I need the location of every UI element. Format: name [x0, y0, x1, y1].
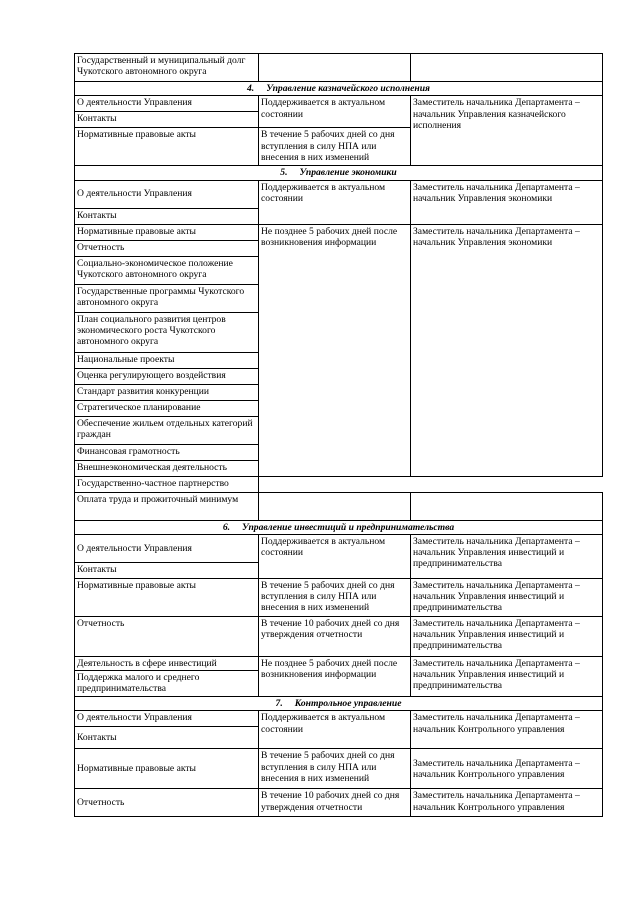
section-name-cell: Нормативные правовые акты — [75, 128, 259, 166]
section-header — [75, 697, 603, 711]
section-header — [75, 520, 603, 534]
section-name-cell: План социального развития центров экономического роста Чукотского автономного округа — [75, 312, 259, 352]
section-name-cell: Нормативные правовые акты — [75, 578, 259, 616]
section-name-cell: Контакты — [75, 562, 259, 578]
table-row — [75, 180, 603, 208]
section-name-cell: О деятельности Управления — [75, 96, 259, 112]
section-name-cell: Отчетность — [75, 240, 259, 256]
section-name-cell: Отчетность — [75, 616, 259, 656]
responsible-cell: Заместитель начальника Департамента – начальник Контрольного управления — [411, 789, 603, 817]
table-row — [75, 711, 603, 727]
responsible-cell: Заместитель начальника Департамента – начальник Управления экономики — [411, 180, 603, 224]
section-number: 7. — [275, 698, 283, 710]
table-row — [75, 224, 603, 240]
section-title: Контрольное управление — [294, 698, 402, 710]
section-number: 6. — [222, 521, 231, 533]
section-name-cell: Поддержка малого и среднего предпринимательства — [75, 671, 259, 697]
responsible-cell: Заместитель начальника Департамента – начальник Управления инвестиций и предпринимательства — [411, 534, 603, 578]
publication-schedule-table — [74, 53, 603, 817]
table-row — [75, 476, 603, 492]
table-row — [75, 54, 603, 82]
table-row — [75, 578, 603, 616]
document-page — [74, 53, 602, 817]
responsible-cell — [411, 492, 603, 520]
update-period-cell — [259, 492, 411, 520]
section-name-cell: Отчетность — [75, 789, 259, 817]
section-name-cell: Государственные программы Чукотского автономного округа — [75, 284, 259, 312]
responsible-cell: Заместитель начальника Департамента – начальник Управления инвестиций и предпринимательства — [411, 578, 603, 616]
responsible-cell: Заместитель начальника Департамента – начальник Управления казначейского исполнения — [411, 96, 603, 166]
table-row — [75, 492, 603, 520]
section-header — [75, 166, 603, 180]
section-number: 4. — [246, 83, 255, 94]
update-period-cell: В течение 5 рабочих дней со дня вступления в силу НПА или внесения в них изменений — [259, 128, 411, 166]
section-number: 5. — [280, 167, 288, 179]
update-period-cell: В течение 10 рабочих дней со дня утверждения отчетности — [259, 789, 411, 817]
responsible-cell: Заместитель начальника Департамента – начальник Управления инвестиций и предпринимательства — [411, 616, 603, 656]
update-period-cell: Поддерживается в актуальном состоянии — [259, 534, 411, 578]
table-row — [75, 616, 603, 656]
section-name-cell: О деятельности Управления — [75, 180, 259, 208]
section-name-cell: Национальные проекты — [75, 352, 259, 368]
update-period-cell: Поддерживается в актуальном состоянии — [259, 180, 411, 224]
table-row — [75, 96, 603, 112]
section-name-cell: Нормативные правовые акты — [75, 749, 259, 789]
update-period-cell: Не позднее 5 рабочих дней после возникновения информации — [259, 224, 411, 476]
table-row — [75, 789, 603, 817]
section-name-cell: Внешнеэкономическая деятельность — [75, 460, 259, 476]
section-title: Управление казначейского исполнения — [266, 83, 430, 94]
section-name-cell: О деятельности Управления — [75, 711, 259, 727]
section-header-row — [75, 82, 603, 96]
section-name-cell: Контакты — [75, 208, 259, 224]
responsible-cell: Заместитель начальника Департамента – начальник Управления экономики — [411, 224, 603, 476]
section-name-cell: Стратегическое планирование — [75, 400, 259, 416]
section-header-row — [75, 697, 603, 711]
update-period-cell: В течение 5 рабочих дней со дня вступления в силу НПА или внесения в них изменений — [259, 749, 411, 789]
section-name-cell: Обеспечение жильем отдельных категорий граждан — [75, 416, 259, 444]
responsible-cell: Заместитель начальника Департамента – начальник Контрольного управления — [411, 749, 603, 789]
responsible-cell: Заместитель начальника Департамента – начальник Управления инвестиций и предпринимательства — [411, 656, 603, 696]
update-period-cell: В течение 10 рабочих дней со дня утверждения отчетности — [259, 616, 411, 656]
section-name-cell: Государственный и муниципальный долг Чукотского автономного округа — [75, 54, 259, 82]
table-row — [75, 656, 603, 670]
section-name-cell: Социально-экономическое положение Чукотского автономного округа — [75, 256, 259, 284]
section-title: Управление экономики — [299, 167, 397, 179]
section-name-cell: Оценка регулирующего воздействия — [75, 368, 259, 384]
table-row — [75, 749, 603, 789]
section-name-cell: Нормативные правовые акты — [75, 224, 259, 240]
section-header — [75, 82, 603, 96]
section-name-cell: Финансовая грамотность — [75, 444, 259, 460]
update-period-cell: Поддерживается в актуальном состоянии — [259, 711, 411, 749]
update-period-cell: В течение 5 рабочих дней со дня вступления в силу НПА или внесения в них изменений — [259, 578, 411, 616]
table-row — [75, 534, 603, 562]
section-name-cell: Оплата труда и прожиточный минимум — [75, 492, 259, 520]
section-name-cell: Государственно-частное партнерство — [75, 476, 259, 492]
section-name-cell: Деятельность в сфере инвестиций — [75, 656, 259, 670]
section-header-row — [75, 166, 603, 180]
section-name-cell: Контакты — [75, 727, 259, 749]
section-name-cell: О деятельности Управления — [75, 534, 259, 562]
section-title: Управление инвестиций и предпринимательства — [242, 521, 455, 533]
update-period-cell: Не позднее 5 рабочих дней после возникновения информации — [259, 656, 411, 696]
update-period-cell: Поддерживается в актуальном состоянии — [259, 96, 411, 128]
responsible-cell — [411, 54, 603, 82]
section-name-cell: Стандарт развития конкуренции — [75, 384, 259, 400]
section-header-row — [75, 520, 603, 534]
section-name-cell: Контакты — [75, 112, 259, 128]
update-period-cell — [259, 54, 411, 82]
responsible-cell: Заместитель начальника Департамента – начальник Контрольного управления — [411, 711, 603, 749]
